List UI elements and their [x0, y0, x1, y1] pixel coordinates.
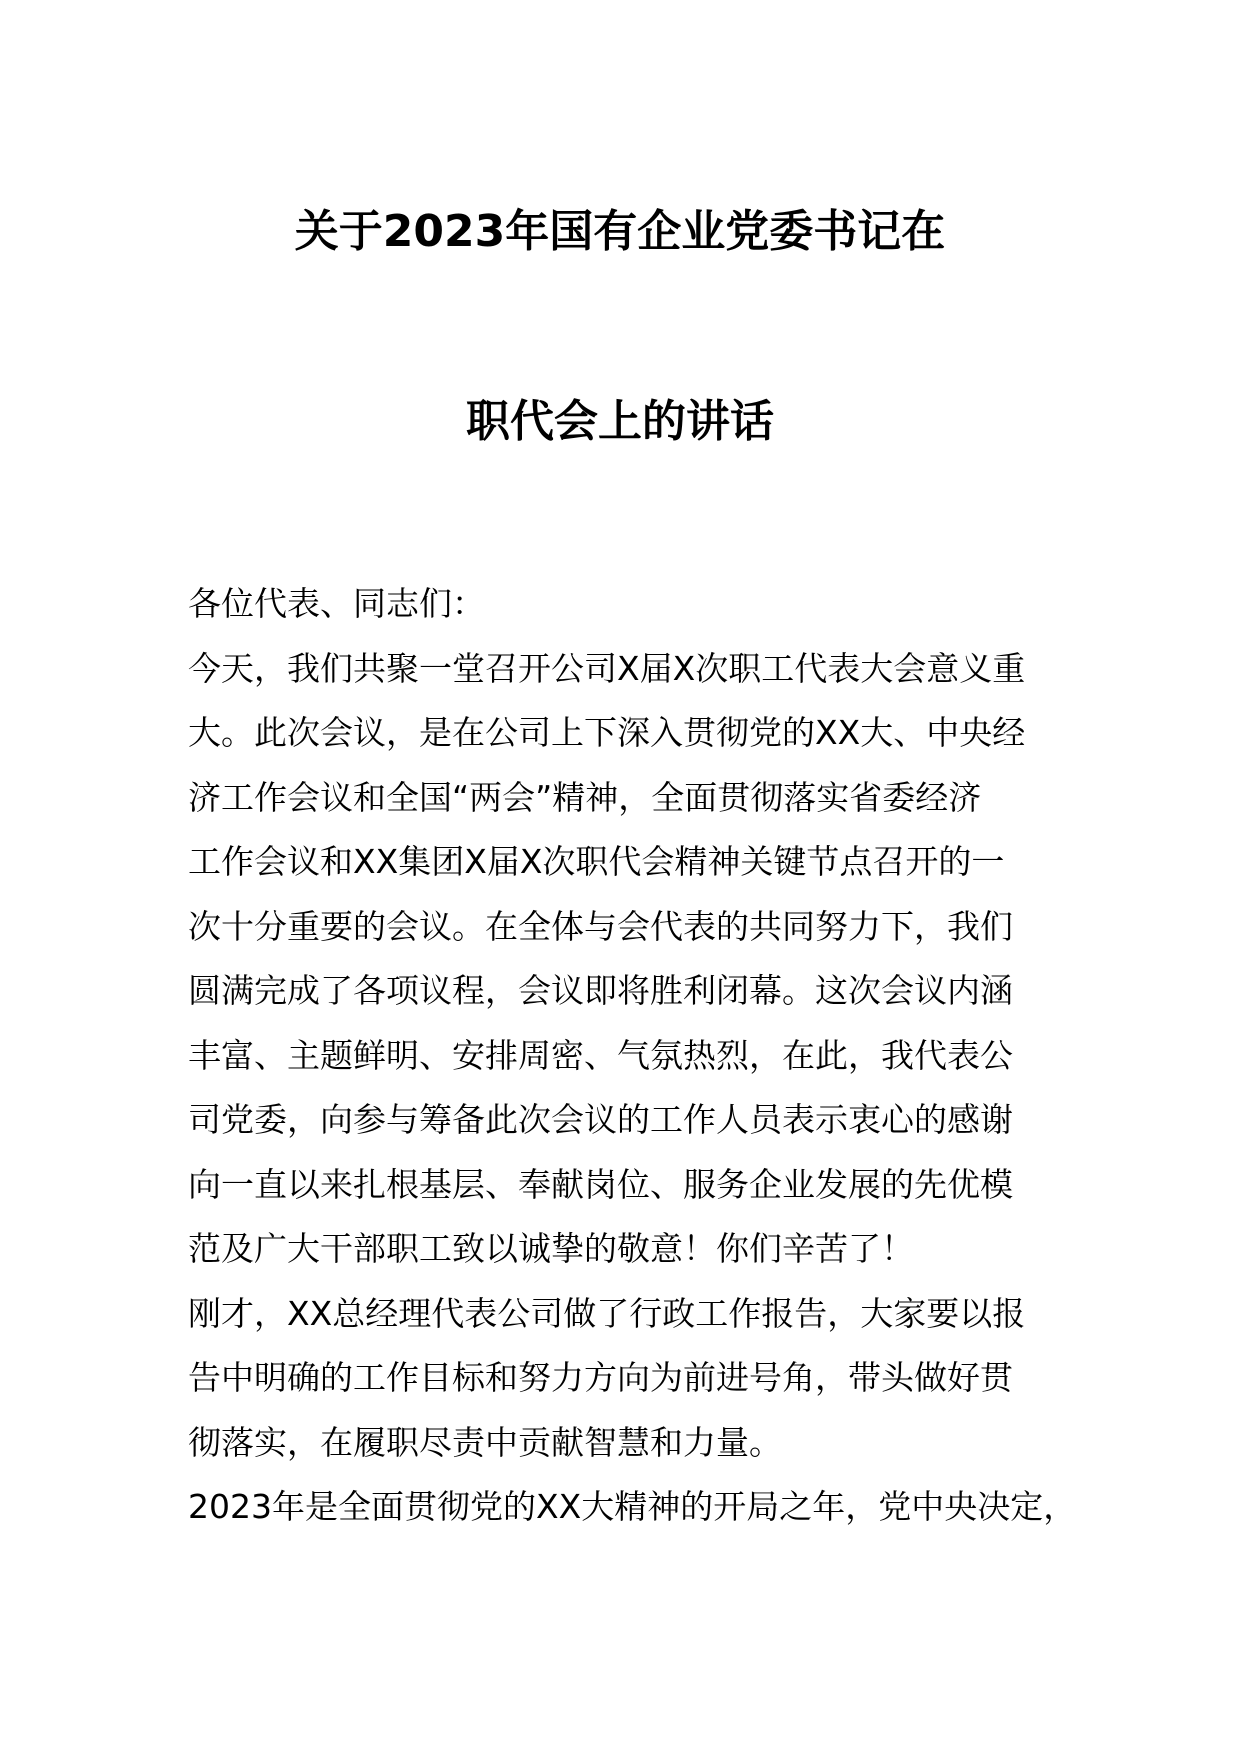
body-line: 次十分重要的会议。在全体与会代表的共同努力下，我们 [188, 906, 1013, 946]
body-line: 司党委，向参与筹备此次会议的工作人员表示衷心的感谢 [188, 1100, 1013, 1139]
body-line: 彻落实，在履职尽责中贡献智慧和力量。 [188, 1422, 782, 1462]
body-line: 圆满完成了各项议程，会议即将胜利闭幕。这次会议内涵 [188, 971, 1013, 1010]
salutation: 各位代表、同志们： [188, 584, 485, 623]
body-line: 今天，我们共聚一堂召开公司X届X次职工代表大会意义重 [188, 648, 1026, 688]
body-line: 范及广大干部职工致以诚挚的敬意！你们辛苦了！ [188, 1229, 914, 1268]
document-title-line-1: 关于2023年国有企业党委书记在 [294, 206, 946, 257]
body-line: 济工作会议和全国“两会”精神，全面贯彻落实省委经济 [188, 777, 982, 817]
body-line: 丰富、主题鲜明、安排周密、气氛热烈，在此，我代表公 [188, 1035, 1013, 1075]
body-line: 2023年是全面贯彻党的XX大精神的开局之年，党中央决定， [188, 1487, 1077, 1526]
body-line: 大。此次会议，是在公司上下深入贯彻党的XX大、中央经 [188, 713, 1026, 752]
document-title-line-2: 职代会上的讲话 [466, 396, 774, 447]
body-line: 向一直以来扎根基层、奉献岗位、服务企业发展的先优模 [188, 1164, 1013, 1204]
document-body [188, 572, 1088, 1540]
body-line: 告中明确的工作目标和努力方向为前进号角，带头做好贯 [188, 1358, 1013, 1397]
body-line: 刚才，XX总经理代表公司做了行政工作报告，大家要以报 [188, 1293, 1026, 1333]
body-line: 工作会议和XX集团X届X次职代会精神关键节点召开的一 [188, 842, 1005, 881]
